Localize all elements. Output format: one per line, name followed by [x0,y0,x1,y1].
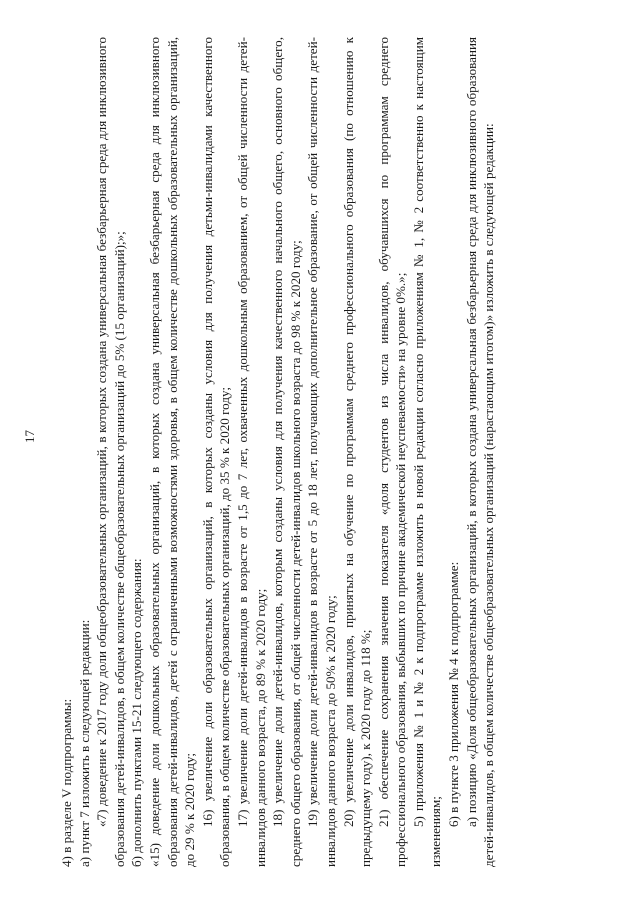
paragraph: «15) доведение доли дошкольных образовательных организаций, в которых создана универсальная безбарьерная среда для инклюзивного образования детей-инвалидов, детей с ограниченными возможностями здоровья, в общем количестве дошкольных образовательных организаций, до 29 % к 2020 году; [146,37,198,867]
paragraph: 6) в пункте 3 приложения № 4 к подпрограмме: [446,561,462,827]
paragraph: 16) увеличение доли образовательных организаций, в которых созданы условия для получения детьми-инвалидами качественного образования, в общем количестве образовательных организаций, до 35 % к 2020 году; [199,37,233,867]
paragraph: б) дополнить пунктами 15-21 следующего содержания: [129,558,145,867]
paragraph: а) позицию «Доля общеобразовательных организаций, в которых создана универсальная безбарьерная среда для инклюзивного образования детей-инвалидов, в общем количестве общеобразовательных организаций (нарастающим итогом)» изложить в следующей редакции: [463,37,497,867]
paragraph: 19) увеличение доли детей-инвалидов в возрасте от 5 до 18 лет, получающих дополнительное образование, от общей численности детей-инвалидов данного возраста до 50% к 2020 году; [305,37,338,867]
paragraph: 20) увеличение доли инвалидов, принятых на обучение по программам среднего профессионального образования (по отношению к предыдущему году), к 2020 году до 118 %; [340,37,374,867]
paragraph: 4) в разделе V подпрограммы: [59,698,74,867]
paragraph: 5) приложения № 1 и № 2 к подпрограмме изложить в новой редакции согласно приложениям № 1, № 2 соответственно к настоящим изменениям; [410,37,444,867]
page-number: 17 [22,430,37,443]
paragraph: «7) доведение к 2017 году доли общеобразовательных организаций, в которых создана универсальная безбарьерная среда для инклюзивного образования детей-инвалидов, в общем количестве общеобразовательных организаций до 5% (15 организаций);»; [94,37,127,867]
paragraph: 18) увеличение доли детей-инвалидов, которым созданы условия для получения качественного начального общего, основного общего, среднего общего образования, от общей численности детей-инвалидов школьного возраста до 98 % к 2020 году; [270,37,303,867]
paragraph: 21) обеспечение сохранения значения показателя «доля студентов из числа инвалидов, обучавшихся по программам среднего профессионального образования, выбывших по причине академической неуспеваемости» на уровне 0%.»; [375,37,409,867]
paragraph: а) пункт 7 изложить в следующей редакции: [76,619,92,867]
paragraph: 17) увеличение доли детей-инвалидов в возрасте от 1,5 до 7 лет, охваченных дошкольным образованием, от общей численности детей-инвалидов данного возраста, до 89 % к 2020 году; [234,37,268,867]
document-body [58,37,578,867]
